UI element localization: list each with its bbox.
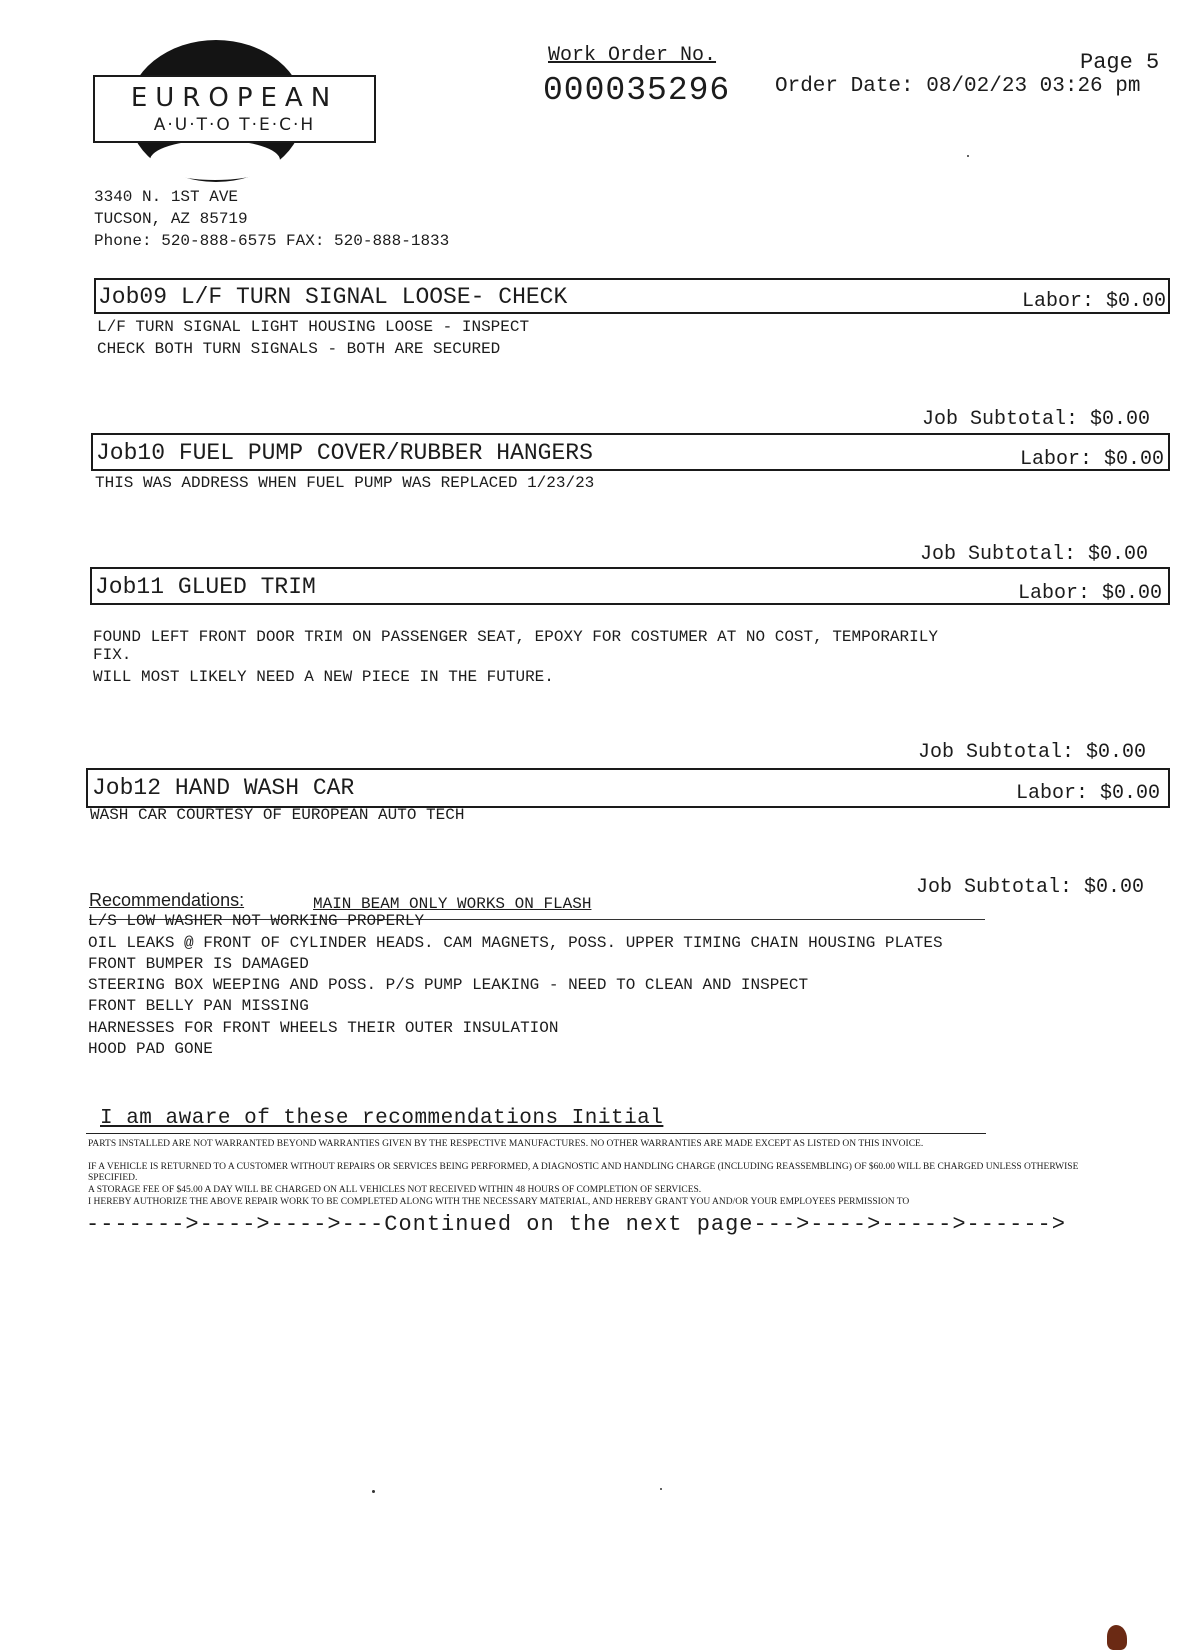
recommendation-item: OIL LEAKS @ FRONT OF CYLINDER HEADS. CAM MAGNETS, POSS. UPPER TIMING CHAIN HOUSING PLATES xyxy=(88,934,943,952)
job-title: Job11 GLUED TRIM xyxy=(95,574,316,600)
job-labor: Labor: $0.00 xyxy=(1022,290,1167,313)
address-street: 3340 N. 1ST AVE xyxy=(94,188,239,206)
job-labor: Labor: $0.00 xyxy=(1020,448,1165,471)
recommendation-item: FRONT BUMPER IS DAMAGED xyxy=(88,955,309,973)
order-date: Order Date: 08/02/23 03:26 pm xyxy=(775,75,1141,98)
recommendation-acknowledgement: I am aware of these recommendations Initial xyxy=(100,1107,664,1130)
recommendation-item: HARNESSES FOR FRONT WHEELS THEIR OUTER INSULATION xyxy=(88,1019,559,1037)
logo-line-2: A·U·T·O T·E·C·H xyxy=(153,115,316,135)
scan-speck xyxy=(660,1488,662,1490)
legal-text: A STORAGE FEE OF $45.00 A DAY WILL BE CHARGED ON ALL VEHICLES NOT RECEIVED WITHIN 48 HOURS OF COMPLETION OF SERVICES. xyxy=(88,1185,702,1195)
legal-text: I HEREBY AUTHORIZE THE ABOVE REPAIR WORK TO BE COMPLETED ALONG WITH THE NECESSARY MATERIAL, AND HEREBY GRANT YOU AND/OR YOUR EMPLOYEES PERMISSION TO xyxy=(88,1197,910,1207)
job-subtotal: Job Subtotal: $0.00 xyxy=(922,408,1151,431)
job-description-line: FIX. xyxy=(93,646,132,664)
logo-box xyxy=(93,75,376,143)
job-description-line: FOUND LEFT FRONT DOOR TRIM ON PASSENGER SEAT, EPOXY FOR COSTUMER AT NO COST, TEMPORARILY xyxy=(93,628,938,646)
address-phone: Phone: 520-888-6575 FAX: 520-888-1833 xyxy=(94,232,450,250)
job-title: Job12 HAND WASH CAR xyxy=(92,775,355,801)
address-city: TUCSON, AZ 85719 xyxy=(94,210,248,228)
recommendation-item: STEERING BOX WEEPING AND POSS. P/S PUMP LEAKING - NEED TO CLEAN AND INSPECT xyxy=(88,976,809,994)
logo-oval-cutout xyxy=(150,140,280,180)
recommendation-item: L/S LOW WASHER NOT WORKING PROPERLY xyxy=(88,912,425,930)
recommendation-item: HOOD PAD GONE xyxy=(88,1040,213,1058)
job-subtotal: Job Subtotal: $0.00 xyxy=(918,741,1147,764)
job-subtotal: Job Subtotal: $0.00 xyxy=(920,543,1149,566)
job-description-line: WASH CAR COURTESY OF EUROPEAN AUTO TECH xyxy=(90,806,465,824)
job-description-line: CHECK BOTH TURN SIGNALS - BOTH ARE SECURED xyxy=(97,340,501,358)
scan-stain xyxy=(1107,1625,1127,1650)
recommendation-item: MAIN BEAM ONLY WORKS ON FLASH xyxy=(313,895,592,913)
job-labor: Labor: $0.00 xyxy=(1016,782,1161,805)
job-title: Job10 FUEL PUMP COVER/RUBBER HANGERS xyxy=(96,440,593,466)
job-description-line: WILL MOST LIKELY NEED A NEW PIECE IN THE FUTURE. xyxy=(93,668,554,686)
work-order-label: Work Order No. xyxy=(548,44,717,67)
job-labor: Labor: $0.00 xyxy=(1018,582,1163,605)
recommendation-item: FRONT BELLY PAN MISSING xyxy=(88,997,309,1015)
logo-line-1: EUROPEAN xyxy=(130,83,339,113)
continued-notice: ------->---->---->---Continued on the next page--->---->----->------> xyxy=(86,1212,1066,1237)
job-subtotal: Job Subtotal: $0.00 xyxy=(916,876,1145,899)
acknowledgement-line xyxy=(86,1133,986,1134)
scan-speck xyxy=(967,155,969,157)
scan-speck xyxy=(372,1490,375,1493)
page-number: Page 5 xyxy=(1080,50,1160,75)
work-order-number: 000035296 xyxy=(543,72,731,109)
job-description-line: L/F TURN SIGNAL LIGHT HOUSING LOOSE - INSPECT xyxy=(97,318,530,336)
job-title: Job09 L/F TURN SIGNAL LOOSE- CHECK xyxy=(98,284,568,310)
legal-text: IF A VEHICLE IS RETURNED TO A CUSTOMER WITHOUT REPAIRS OR SERVICES BEING PERFORMED, A DIAGNOSTIC AND HANDLING CHARGE (INCLUDING REASSEMBLING) OF $60.00 WILL BE CHARGED UNLESS OTHERWISE SPECIFIED. xyxy=(88,1162,1079,1183)
recommendations-label: Recommendations: xyxy=(89,890,245,910)
job-description-line: THIS WAS ADDRESS WHEN FUEL PUMP WAS REPLACED 1/23/23 xyxy=(95,474,595,492)
legal-text: PARTS INSTALLED ARE NOT WARRANTED BEYOND WARRANTIES GIVEN BY THE RESPECTIVE MANUFACTURES. NO OTHER WARRANTIES ARE MADE EXCEPT AS LISTED ON THIS INVOICE. xyxy=(88,1139,924,1149)
